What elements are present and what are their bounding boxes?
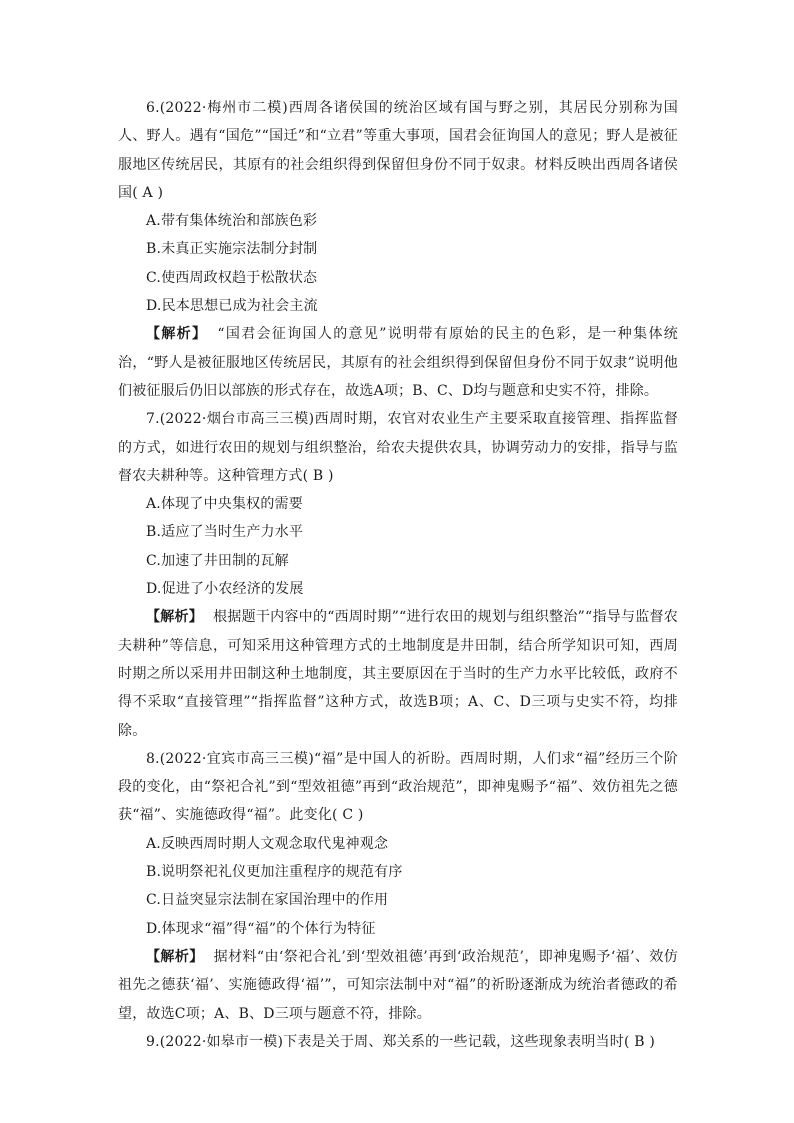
option-c: C.加速了井田制的瓦解 [146, 552, 289, 569]
question-stem: 7.(2022·烟台市高三三模)西周时期，农官对农业生产主要采取直接管理、指挥监督的方式，如进行农田的规划与组织整治，给农夫提供农具，协调劳动力的安排，指导与监督农夫耕种等。这种管理方式( B ) [118, 411, 678, 484]
question-6 [118, 94, 678, 405]
analysis-text: 据材料“由‘祭祀合礼’到‘型效祖德’再到‘政治规范’，即神鬼赐予‘福’、效仿祖先之德获‘福’、实施德政得‘福’”，可知宗法制中对“福”的祈盼逐渐成为统治者德政的希望，故选C项；A、B、D三项与题意不符，排除。 [118, 948, 678, 1022]
option-c: C.日益突显宗法制在家国治理中的作用 [146, 892, 389, 909]
analysis-tag: 【解析】 [146, 609, 204, 626]
option-b: B.适应了当时生产力水平 [146, 524, 304, 541]
document-body [118, 94, 678, 1056]
option-d: D.民本思想已成为社会主流 [146, 298, 318, 315]
option-a: A.反映西周时期人文观念取代鬼神观念 [146, 835, 389, 852]
analysis-tag: 【解析】 [146, 948, 204, 965]
question-9 [118, 1028, 678, 1056]
question-8 [118, 745, 678, 1028]
option-d: D.体现求“福”得“福”的个体行为特征 [146, 920, 376, 937]
question-stem: 9.(2022·如皋市一模)下表是关于周、郑关系的一些记载，这些现象表明当时( B ) [146, 1033, 656, 1050]
analysis [118, 603, 678, 744]
analysis [118, 943, 678, 1028]
question-stem: 6.(2022·梅州市二模)西周各诸侯国的统治区域有国与野之别，其居民分别称为国人、野人。遇有“国危”“国迁”和“立君”等重大事项，国君会征询国人的意见；野人是被征服地区传统居民，其原有的社会组织得到保留但身份不同于奴隶。材料反映出西周各诸侯国( A ) [118, 100, 678, 201]
option-a: A.体现了中央集权的需要 [146, 496, 303, 513]
analysis [118, 320, 678, 405]
analysis-tag: 【解析】 [146, 326, 208, 343]
question-stem: 8.(2022·宜宾市高三三模)“福”是中国人的祈盼。西周时期，人们求“福”经历三个阶段的变化，由“祭祀合礼”到“型效祖德”再到“政治规范”，即神鬼赐予“福”、效仿祖先之德获“福”、实施德政得“福”。此变化( C ) [118, 750, 678, 824]
option-a: A.带有集体统治和部族色彩 [146, 213, 318, 230]
option-b: B.未真正实施宗法制分封制 [146, 241, 318, 258]
option-c: C.使西周政权趋于松散状态 [146, 269, 318, 286]
analysis-text: 根据题干内容中的“西周时期”“进行农田的规划与组织整治”“指导与监督农夫耕种”等信息，可知采用这种管理方式的土地制度是井田制，结合所学知识可知，西周时期之所以采用井田制这种土地制度，其主要原因在于当时的生产力水平比较低，政府不得不采取“直接管理”“指挥监督”这种方式，故选B项；A、C、D三项与史实不符，均排除。 [118, 609, 678, 739]
analysis-text: “国君会征询国人的意见”说明带有原始的民主的色彩，是一种集体统治，“野人是被征服地区传统居民，其原有的社会组织得到保留但身份不同于奴隶”说明他们被征服后仍旧以部族的形式存在，故选A项；B、C、D均与题意和史实不符，排除。 [118, 326, 678, 399]
option-b: B.说明祭祀礼仪更加注重程序的规范有序 [146, 864, 403, 881]
option-d: D.促进了小农经济的发展 [146, 581, 304, 598]
question-7 [118, 405, 678, 745]
